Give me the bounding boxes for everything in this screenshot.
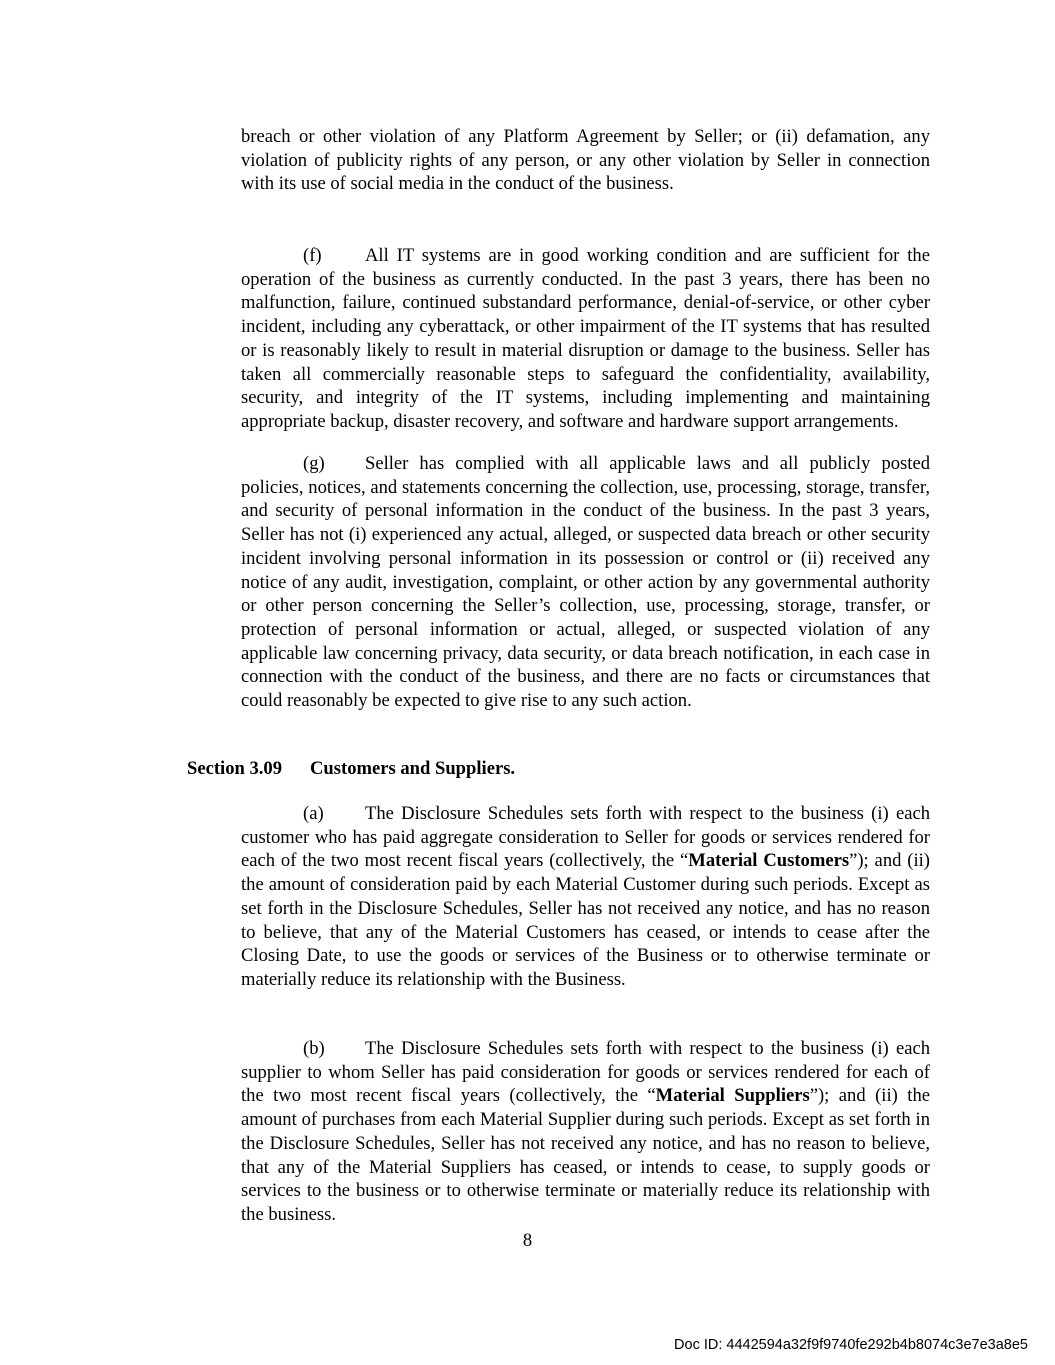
section-number: Section 3.09 bbox=[187, 758, 283, 779]
paragraph-b-text-after: ”); and (ii) the amount of purchases from each Material Supplier during such periods. Except as set forth in the Disclosure Schedules, Seller has not received any notice, and has no reason to believe, that any of the Material Suppliers has ceased, or intends to cease, to supply goods or services to the business or to otherwise terminate or materially reduce its relationship with the business. bbox=[241, 1085, 930, 1225]
paragraph-a-text-after: ”); and (ii) the amount of consideration paid by each Material Customer during such periods. Except as set forth in the Disclosure Schedules, Seller has not received any notice, and has no reason to believe, that any of the Material Customers has ceased, or intends to cease after the Closing Date, to use the goods or services of the Business or to otherwise terminate or materially reduce its relationship with the Business. bbox=[241, 850, 930, 990]
defined-term-material-customers: Material Customers bbox=[688, 850, 850, 872]
defined-term-material-suppliers: Material Suppliers bbox=[655, 1085, 810, 1107]
paragraph-f-text: All IT systems are in good working condition and are sufficient for the operation of the business as currently conducted. In the past 3 years, there has been no malfunction, failure, continued substandard performance, denial-of-service, or other cyber incident, including any cyberattack, or other impairment of the IT systems that has resulted or is reasonably likely to result in material disruption or damage to the business. Seller has taken all commercially reasonable steps to safeguard the confidentiality, availability, security, and integrity of the IT systems, including implementing and maintaining appropriate backup, disaster recovery, and software and hardware support arrangements. bbox=[241, 245, 930, 432]
paragraph-b-label: (b) bbox=[303, 1038, 325, 1059]
doc-id: Doc ID: 4442594a32f9f9740fe292b4b8074c3e7e3a8e5 bbox=[674, 1337, 1028, 1353]
paragraph-b-text-before: The Disclosure Schedules sets forth with respect to the business (i) each supplier to whom Seller has paid consideration for goods or services rendered for each of the two most recent fiscal years (collectively, the “ bbox=[241, 1038, 930, 1107]
paragraph-f-label: (f) bbox=[303, 245, 322, 266]
paragraph-a-label: (a) bbox=[303, 803, 324, 824]
paragraph-f bbox=[241, 244, 930, 434]
paragraph-continuation-text: breach or other violation of any Platform Agreement by Seller; or (ii) defamation, any violation of publicity rights of any person, or any other violation by Seller in connection with its use of social media in the conduct of the business. bbox=[241, 126, 930, 195]
section-title: Customers and Suppliers. bbox=[310, 758, 516, 779]
paragraph-b bbox=[241, 1037, 930, 1227]
paragraph-a bbox=[241, 802, 930, 992]
paragraph-g-text: Seller has complied with all applicable laws and all publicly posted policies, notices, and statements concerning the collection, use, processing, storage, transfer, and security of personal information in the conduct of the business. In the past 3 years, Seller has not (i) experienced any actual, alleged, or suspected data breach or other security incident involving personal information in its possession or control or (ii) received any notice of any audit, investigation, complaint, or other action by any governmental authority or other person concerning the Seller’s collection, use, processing, storage, transfer, or protection of personal information or actual, alleged, or suspected violation of any applicable law concerning privacy, data security, or data breach notification, in each case in connection with the conduct of the business, and there are no facts or circumstances that could reasonably be expected to give rise to any such action. bbox=[241, 453, 930, 712]
paragraph-a-text-before: The Disclosure Schedules sets forth with respect to the business (i) each customer who has paid aggregate consideration to Seller for goods or services rendered for each of the two most recent fiscal years (collectively, the “ bbox=[241, 803, 930, 872]
paragraph-continuation bbox=[241, 125, 930, 196]
paragraph-g bbox=[241, 452, 930, 713]
page-number: 8 bbox=[522, 1230, 533, 1251]
paragraph-g-label: (g) bbox=[303, 453, 325, 474]
section-heading bbox=[187, 757, 515, 781]
